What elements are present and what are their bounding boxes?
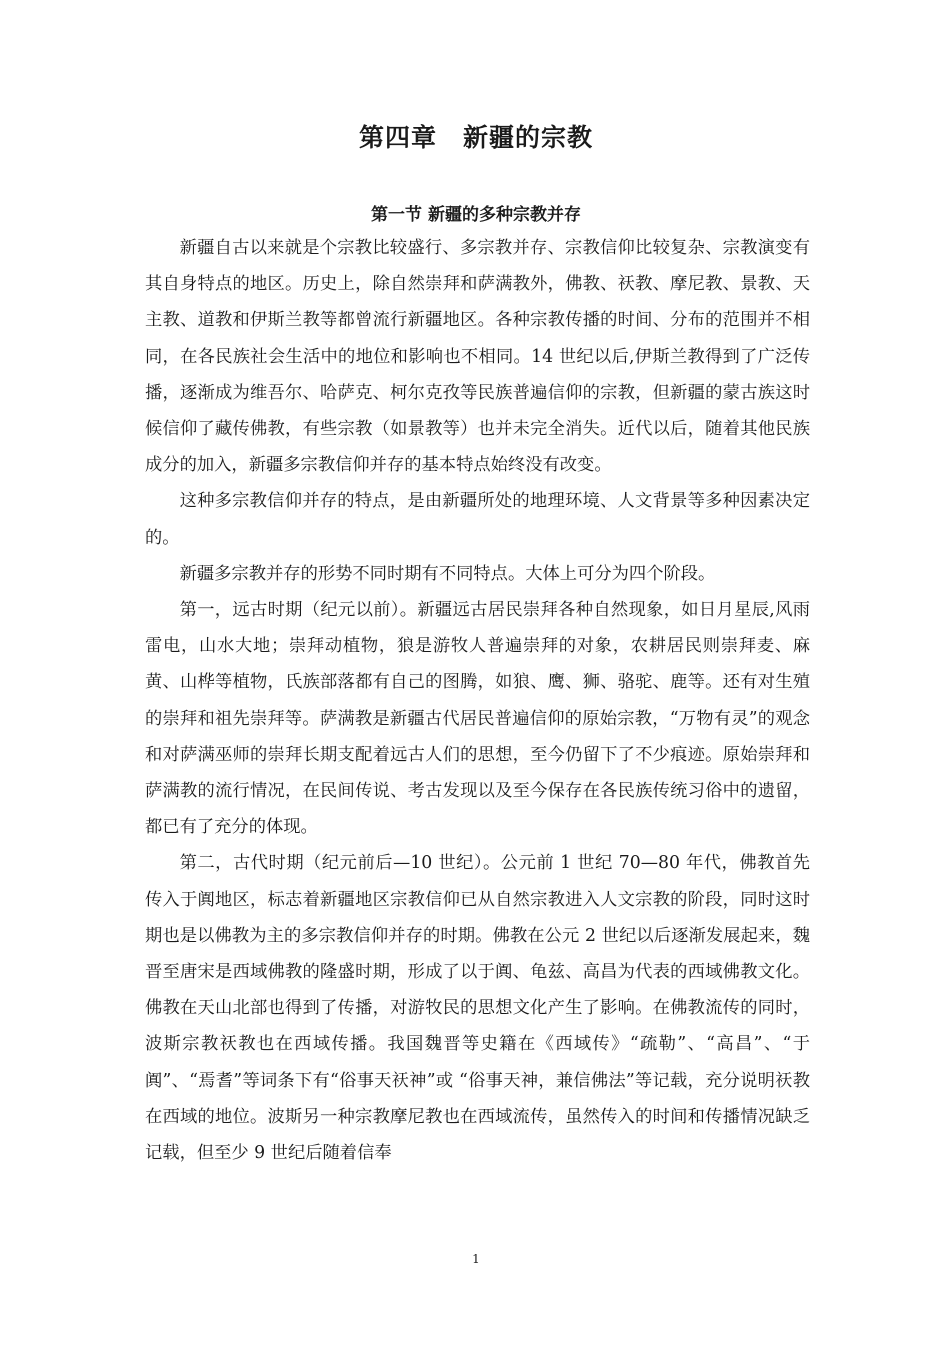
body-text [145,230,810,1171]
section-title: 第一节 新疆的多种宗教并存 [371,205,581,225]
page-number: 1 [472,1252,480,1266]
paragraph-stages: 新疆多宗教并存的形势不同时期有不同特点。大体上可分为四个阶段。 [179,563,716,584]
paragraph-stage-two: 第二，古代时期（纪元前后—10 世纪）。公元前 1 世纪 70—80 年代，佛教首先传入于阗地区，标志着新疆地区宗教信仰已从自然宗教进入人文宗教的阶段，同时这时期也是以佛教为主的多宗教信仰并存的时期。佛教在公元 2 世纪以后逐渐发展起来，魏晋至唐宋是西域佛教的隆盛时期，形成了以于阗、龟兹、高昌为代表的西域佛教文化。佛教在天山北部也得到了传播，对游牧民的思想文化产生了影响。在佛教流传的同时，波斯宗教祆教也在西域传播。我国魏晋等史籍在《西域传》“疏勒”、“高昌”、“于阗”、“焉耆”等词条下有“俗事天祆神”或 “俗事天神，兼信佛法”等记载，充分说明祆教在西域的地位。波斯另一种宗教摩尼教也在西域流传，虽然传入的时间和传播情况缺乏记载，但至少 9 世纪后随着信奉 [145,853,810,1164]
paragraph-stage-one: 第一，远古时期（纪元以前）。新疆远古居民崇拜各种自然现象，如日月星辰,风雨雷电，山水大地；崇拜动植物，狼是游牧人普遍崇拜的对象，农耕居民则崇拜麦、麻黄、山桦等植物，氏族部落都有自己的图腾，如狼、鹰、狮、骆驼、鹿等。还有对生殖的崇拜和祖先崇拜等。萨满教是新疆古代居民普遍信仰的原始宗教，“万物有灵”的观念和对萨满巫师的崇拜长期支配着远古人们的思想，至今仍留下了不少痕迹。原始崇拜和萨满教的流行情况，在民间传说、考古发现以及至今保存在各民族传统习俗中的遗留，都已有了充分的体现。 [145,600,810,838]
paragraph-cause: 这种多宗教信仰并存的特点，是由新疆所处的地理环境、人文背景等多种因素决定的。 [145,491,810,548]
paragraph-intro: 新疆自古以来就是个宗教比较盛行、多宗教并存、宗教信仰比较复杂、宗教演变有其自身特点的地区。历史上，除自然崇拜和萨满教外，佛教、祆教、摩尼教、景教、天主教、道教和伊斯兰教等都曾流行新疆地区。各种宗教传播的时间、分布的范围并不相同，在各民族社会生活中的地位和影响也不相同。14 世纪以后,伊斯兰教得到了广泛传播，逐渐成为维吾尔、哈萨克、柯尔克孜等民族普遍信仰的宗教，但新疆的蒙古族这时候信仰了藏传佛教，有些宗教（如景教等）也并未完全消失。近代以后，随着其他民族成分的加入，新疆多宗教信仰并存的基本特点始终没有改变。 [145,238,810,476]
chapter-title: 第四章 新疆的宗教 [358,123,593,152]
